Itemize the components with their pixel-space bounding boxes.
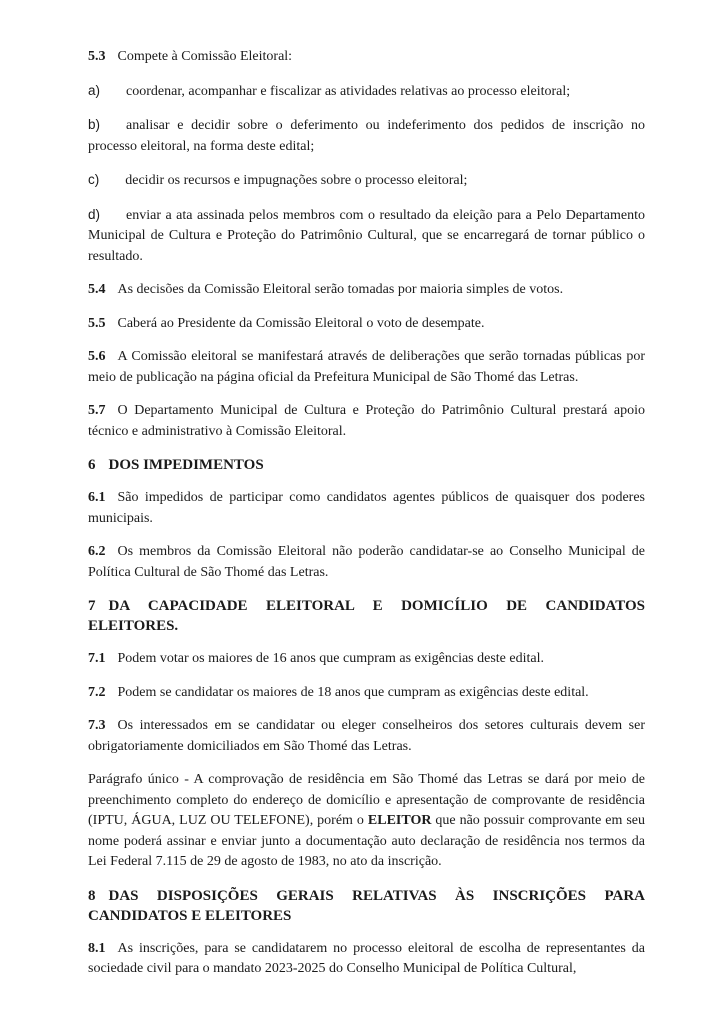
section-title: DA CAPACIDADE ELEITORAL E DOMICÍLIO DE CANDIDATOS ELEITORES. bbox=[88, 598, 645, 634]
clause-text: A Comissão eleitoral se manifestará através de deliberações que serão tornadas públicas por meio de publicação na página oficial da Prefeitura Municipal de São Thomé das Letras. bbox=[88, 349, 645, 385]
list-item-text: decidir os recursos e impugnações sobre o processo eleitoral; bbox=[125, 173, 468, 188]
clause-7-2 bbox=[88, 683, 645, 704]
list-item-a bbox=[88, 81, 645, 103]
clause-number: 7.1 bbox=[88, 651, 106, 666]
clause-text: O Departamento Municipal de Cultura e Proteção do Patrimônio Cultural prestará apoio técnico e administrativo à Comissão Eleitoral. bbox=[88, 403, 645, 439]
clause-number: 5.5 bbox=[88, 315, 106, 331]
clause-text: São impedidos de participar como candidatos agentes públicos de quaisquer dos poderes municipais. bbox=[88, 490, 645, 526]
clause-5-5 bbox=[88, 314, 645, 335]
list-item-d bbox=[88, 205, 645, 268]
paragrafo-text-after: que não possuir comprovante em seu nome poderá assinar e enviar junto a documentação auto declaração de residência nos termos da Lei Federal 7.115 de 29 de agosto de 1983, no ato da inscrição. bbox=[88, 813, 645, 869]
list-marker: d) bbox=[88, 206, 101, 222]
clause-5-4 bbox=[88, 280, 645, 301]
clause-number: 5.6 bbox=[88, 349, 106, 364]
clause-text: As decisões da Comissão Eleitoral serão tomadas por maioria simples de votos. bbox=[117, 282, 564, 297]
section-title: DAS DISPOSIÇÕES GERAIS RELATIVAS ÀS INSCRIÇÕES PARA CANDIDATOS E ELEITORES bbox=[88, 887, 645, 924]
clause-5-7 bbox=[88, 401, 645, 442]
clause-5-3 bbox=[88, 47, 645, 68]
clause-6-1 bbox=[88, 488, 645, 529]
section-heading-8 bbox=[88, 886, 645, 926]
section-title: DOS IMPEDIMENTOS bbox=[108, 457, 264, 473]
list-marker: c) bbox=[88, 172, 100, 187]
clause-7-1 bbox=[88, 649, 645, 670]
section-number: 6 bbox=[88, 457, 96, 473]
clause-text: As inscrições, para se candidatarem no processo eleitoral de escolha de representantes da sociedade civil para o mandato 2023-2025 do Conselho Municipal de Política Cultural, bbox=[88, 940, 645, 976]
clause-5-6 bbox=[88, 347, 645, 388]
section-heading-7 bbox=[88, 596, 645, 636]
list-item-text: enviar a ata assinada pelos membros com o resultado da eleição para a Pelo Departamento Municipal de Cultura e Proteção do Patrimônio Cultural, que se encarregará de tornar público o resultado. bbox=[88, 207, 645, 264]
clause-text: Os interessados em se candidatar ou eleger conselheiros dos setores culturais devem ser obrigatoriamente domiciliados em São Thomé das Letras. bbox=[88, 718, 645, 754]
clause-text: Caberá ao Presidente da Comissão Eleitoral o voto de desempate. bbox=[117, 315, 485, 331]
clause-text: Compete à Comissão Eleitoral: bbox=[117, 49, 293, 64]
clause-number: 6.1 bbox=[88, 490, 106, 505]
clause-text: Podem votar os maiores de 16 anos que cumpram as exigências deste edital. bbox=[117, 651, 544, 666]
clause-6-2 bbox=[88, 542, 645, 583]
clause-number: 6.2 bbox=[88, 544, 106, 559]
list-item-text: analisar e decidir sobre o deferimento ou indeferimento dos pedidos de inscrição no processo eleitoral, na forma deste edital; bbox=[88, 118, 645, 154]
section-number: 7 bbox=[88, 598, 96, 614]
list-item-b bbox=[88, 115, 645, 157]
clause-number: 8.1 bbox=[88, 940, 106, 956]
clause-8-1 bbox=[88, 939, 645, 980]
clause-number: 5.4 bbox=[88, 282, 106, 297]
clause-number: 7.2 bbox=[88, 684, 106, 700]
list-marker: a) bbox=[88, 82, 101, 98]
paragrafo-unico bbox=[88, 770, 645, 873]
list-item-text: coordenar, acompanhar e fiscalizar as atividades relativas ao processo eleitoral; bbox=[126, 83, 571, 99]
section-number: 8 bbox=[88, 887, 96, 904]
clause-text: Podem se candidatar os maiores de 18 anos que cumpram as exigências deste edital. bbox=[117, 684, 589, 700]
clause-number: 7.3 bbox=[88, 718, 106, 733]
section-heading-6 bbox=[88, 455, 645, 475]
clause-number: 5.3 bbox=[88, 49, 106, 64]
list-item-c bbox=[88, 170, 645, 192]
list-marker: b) bbox=[88, 117, 101, 132]
clause-number: 5.7 bbox=[88, 403, 106, 418]
paragrafo-bold-term: ELEITOR bbox=[367, 813, 432, 828]
paragrafo-text-before: Parágrafo único - A comprovação de residência em São Thomé das Letras se dará por meio de preenchimento completo do endereço de domicílio e apresentação de comprovante de residência (IPTU, ÁGUA, LUZ OU TELEFONE), porém o bbox=[88, 772, 645, 828]
clause-7-3 bbox=[88, 716, 645, 757]
clause-text: Os membros da Comissão Eleitoral não poderão candidatar-se ao Conselho Municipal de Política Cultural de São Thomé das Letras. bbox=[88, 544, 645, 580]
